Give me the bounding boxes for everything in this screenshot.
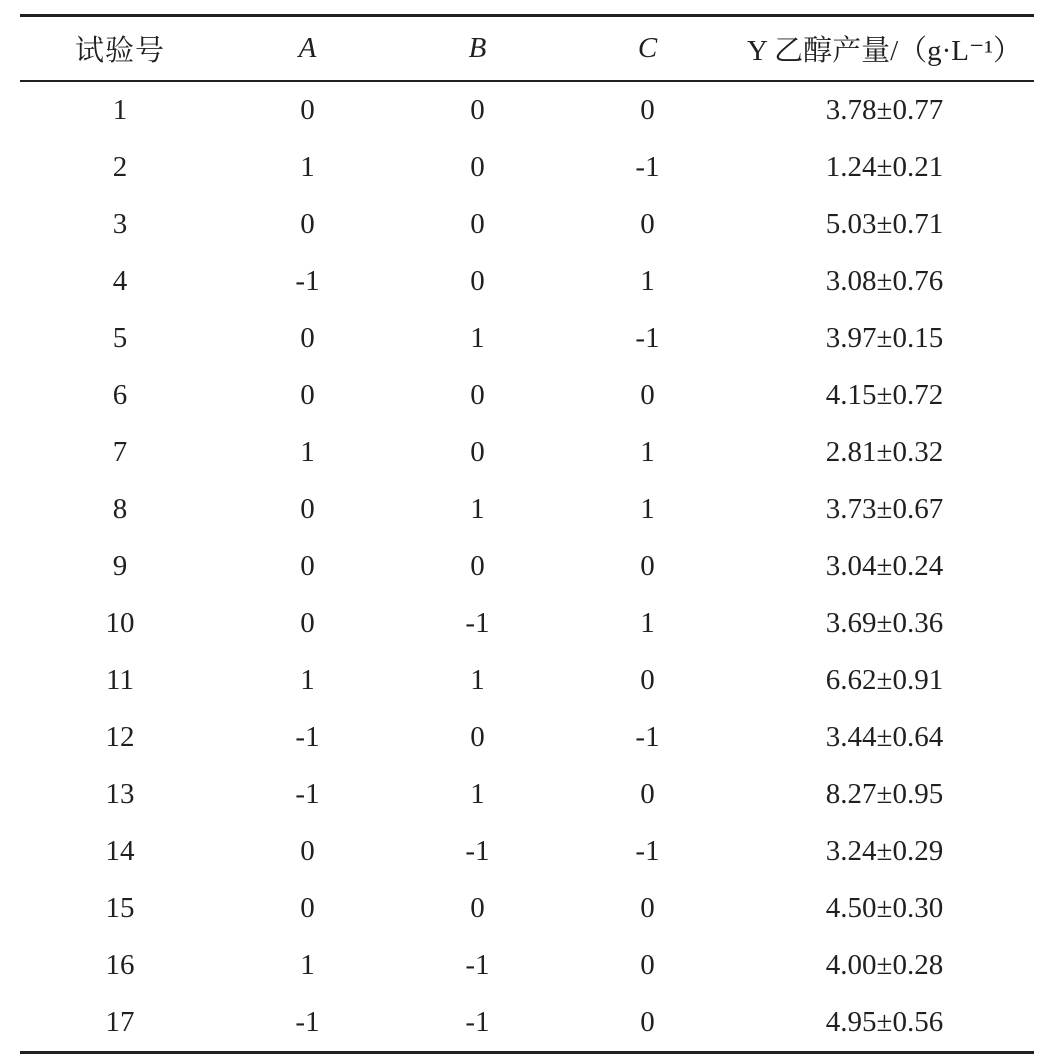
- cell-y-value: 3.69±0.36: [825, 606, 944, 639]
- cell-b-value: 0: [470, 207, 485, 240]
- cell-y-value: 3.73±0.67: [825, 492, 944, 525]
- table-row: [20, 196, 1034, 253]
- table-row: [20, 253, 1034, 310]
- cell-y-value: 3.08±0.76: [825, 264, 944, 297]
- cell-a-value: 1: [300, 150, 315, 183]
- cell-a-value: -1: [295, 1005, 320, 1038]
- table-row: [20, 880, 1034, 937]
- table-row: [20, 481, 1034, 538]
- data-table: [20, 14, 1034, 1054]
- cell-trial-no: 4: [112, 264, 128, 297]
- table-header-row: [20, 17, 1034, 80]
- cell-y-value: 4.95±0.56: [825, 1005, 944, 1038]
- cell-c-value: 1: [640, 264, 655, 297]
- cell-a-value: 0: [300, 207, 315, 240]
- table-row: [20, 823, 1034, 880]
- cell-y-value: 3.97±0.15: [825, 321, 944, 354]
- cell-y-value: 5.03±0.71: [825, 207, 944, 240]
- cell-b-value: 0: [470, 435, 485, 468]
- cell-c-value: 0: [640, 207, 655, 240]
- header-a: A: [298, 32, 317, 64]
- cell-b-value: 0: [470, 93, 485, 126]
- cell-trial-no: 12: [105, 720, 135, 753]
- cell-y-value: 4.00±0.28: [825, 948, 944, 981]
- header-y-ethanol-yield: Y 乙醇产量/（g·L⁻¹）: [746, 35, 1023, 67]
- cell-trial-no: 8: [112, 492, 128, 525]
- table-row: [20, 595, 1034, 652]
- cell-a-value: 0: [300, 378, 315, 411]
- cell-trial-no: 10: [105, 606, 135, 639]
- cell-y-value: 8.27±0.95: [825, 777, 944, 810]
- cell-trial-no: 1: [112, 93, 128, 126]
- cell-c-value: -1: [635, 150, 660, 183]
- table-bottom-rule: [20, 1051, 1034, 1054]
- cell-c-value: 0: [640, 1005, 655, 1038]
- cell-y-value: 3.04±0.24: [825, 549, 944, 582]
- cell-a-value: 0: [300, 834, 315, 867]
- table-row: [20, 709, 1034, 766]
- cell-c-value: -1: [635, 834, 660, 867]
- cell-trial-no: 2: [112, 150, 128, 183]
- header-c: C: [637, 32, 658, 64]
- cell-c-value: 0: [640, 891, 655, 924]
- cell-a-value: 0: [300, 93, 315, 126]
- cell-b-value: 1: [470, 663, 485, 696]
- cell-y-value: 2.81±0.32: [825, 435, 944, 468]
- table-row: [20, 937, 1034, 994]
- cell-trial-no: 7: [112, 435, 128, 468]
- cell-c-value: 1: [640, 492, 655, 525]
- header-trial-no: 试验号: [74, 35, 165, 67]
- table-row: [20, 367, 1034, 424]
- cell-trial-no: 9: [112, 549, 128, 582]
- cell-a-value: 0: [300, 606, 315, 639]
- cell-a-value: 0: [300, 321, 315, 354]
- cell-c-value: 0: [640, 663, 655, 696]
- cell-y-value: 6.62±0.91: [825, 663, 944, 696]
- table-row: [20, 82, 1034, 139]
- cell-b-value: -1: [465, 948, 490, 981]
- cell-b-value: 1: [470, 321, 485, 354]
- table-row: [20, 538, 1034, 595]
- cell-a-value: -1: [295, 777, 320, 810]
- cell-b-value: -1: [465, 1005, 490, 1038]
- cell-trial-no: 13: [105, 777, 135, 810]
- cell-a-value: 0: [300, 492, 315, 525]
- cell-a-value: 0: [300, 891, 315, 924]
- cell-y-value: 3.78±0.77: [825, 93, 944, 126]
- cell-y-value: 4.50±0.30: [825, 891, 944, 924]
- cell-c-value: -1: [635, 720, 660, 753]
- cell-b-value: -1: [465, 834, 490, 867]
- cell-b-value: 0: [470, 378, 485, 411]
- cell-c-value: 1: [640, 435, 655, 468]
- cell-y-value: 3.44±0.64: [825, 720, 944, 753]
- cell-c-value: 0: [640, 93, 655, 126]
- cell-trial-no: 15: [105, 891, 135, 924]
- cell-a-value: 1: [300, 663, 315, 696]
- cell-y-value: 1.24±0.21: [825, 150, 944, 183]
- cell-c-value: 0: [640, 948, 655, 981]
- header-b: B: [468, 32, 487, 64]
- cell-b-value: 1: [470, 777, 485, 810]
- table-row: [20, 652, 1034, 709]
- cell-trial-no: 5: [112, 321, 128, 354]
- table-body: [20, 82, 1034, 1051]
- cell-trial-no: 3: [112, 207, 128, 240]
- cell-c-value: 1: [640, 606, 655, 639]
- cell-trial-no: 16: [105, 948, 135, 981]
- cell-b-value: 0: [470, 891, 485, 924]
- cell-b-value: 0: [470, 549, 485, 582]
- table-row: [20, 310, 1034, 367]
- cell-b-value: 0: [470, 264, 485, 297]
- table-row: [20, 994, 1034, 1051]
- cell-a-value: 0: [300, 549, 315, 582]
- cell-trial-no: 11: [106, 663, 134, 696]
- cell-trial-no: 14: [105, 834, 135, 867]
- cell-a-value: -1: [295, 264, 320, 297]
- cell-y-value: 3.24±0.29: [825, 834, 944, 867]
- cell-trial-no: 17: [105, 1005, 135, 1038]
- cell-b-value: -1: [465, 606, 490, 639]
- cell-y-value: 4.15±0.72: [825, 378, 944, 411]
- table-row: [20, 424, 1034, 481]
- cell-a-value: 1: [300, 435, 315, 468]
- cell-c-value: -1: [635, 321, 660, 354]
- cell-c-value: 0: [640, 378, 655, 411]
- cell-b-value: 0: [470, 150, 485, 183]
- cell-a-value: -1: [295, 720, 320, 753]
- cell-c-value: 0: [640, 549, 655, 582]
- cell-b-value: 0: [470, 720, 485, 753]
- table-row: [20, 766, 1034, 823]
- cell-a-value: 1: [300, 948, 315, 981]
- cell-trial-no: 6: [112, 378, 128, 411]
- cell-c-value: 0: [640, 777, 655, 810]
- cell-b-value: 1: [470, 492, 485, 525]
- table-row: [20, 139, 1034, 196]
